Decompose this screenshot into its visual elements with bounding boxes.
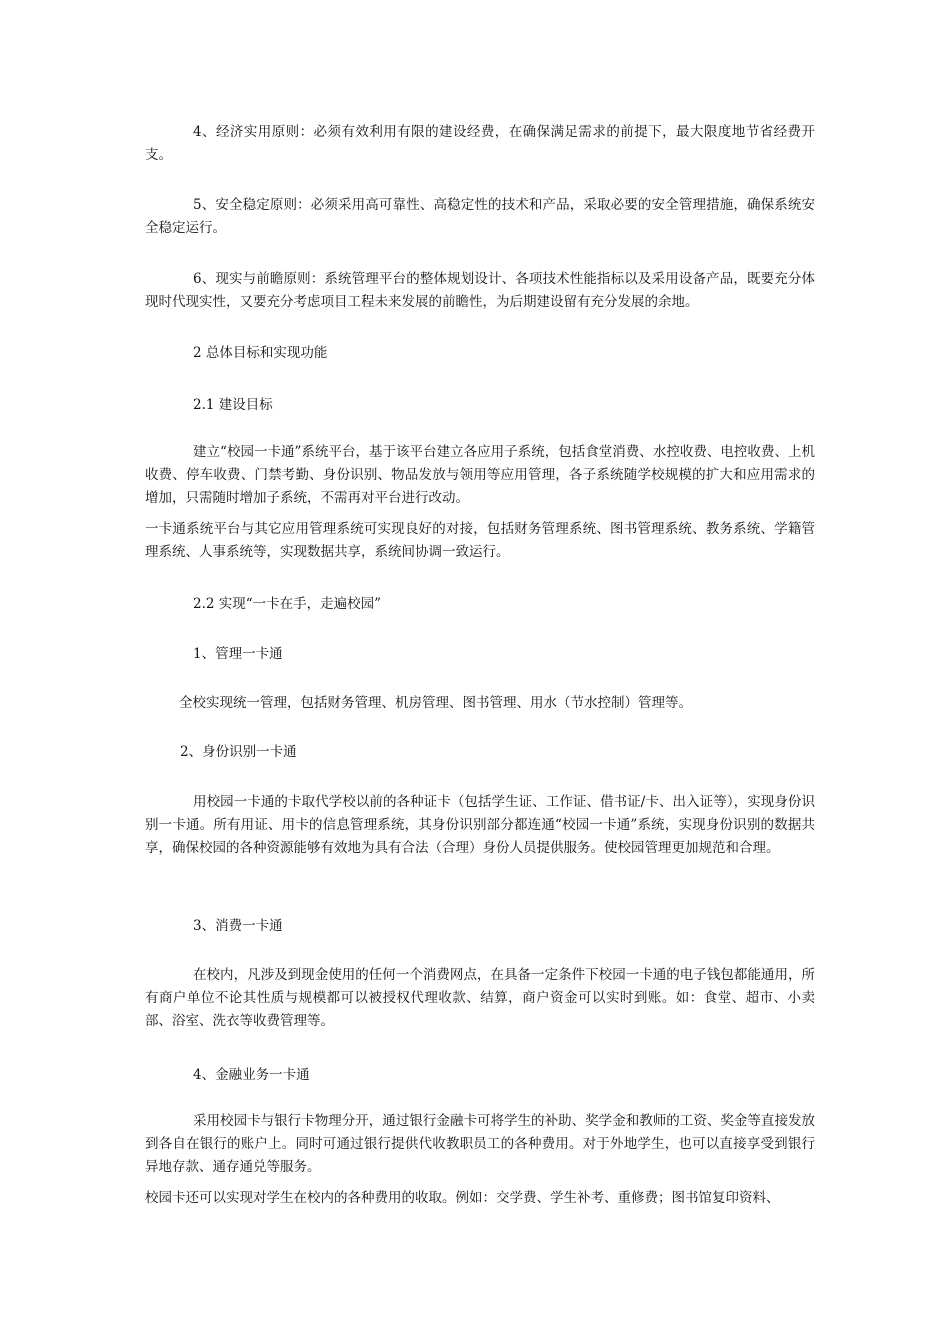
item-2-paragraph: 用校园一卡通的卡取代学校以前的各种证卡（包括学生证、工作证、借书证/卡、出入证等），实现身份识别一卡通。所有用证、用卡的信息管理系统，其身份识别部分都连通“校园一卡通”系统，实现身份识别的数据共享，确保校园的各种资源能够有效地为具有合法（合理）身份人员提供服务。使校园管理更加规范和合理。 xyxy=(145,794,815,856)
item-2-heading: 2、身份识别一卡通 xyxy=(180,744,297,760)
principle-security-paragraph: 5、安全稳定原则：必须采用高可靠性、高稳定性的技术和产品，采取必要的安全管理措施，确保系统安全稳定运行。 xyxy=(145,197,815,236)
goal-paragraph-1: 建立“校园一卡通”系统平台，基于该平台建立各应用子系统，包括食堂消费、水控收费、电控收费、上机收费、停车收费、门禁考勤、身份识别、物品发放与领用等应用管理，各子系统随学校规模的扩大和应用需求的增加，只需随时增加子系统，不需再对平台进行改动。 xyxy=(145,444,815,506)
item-4-paragraph-2: 校园卡还可以实现对学生在校内的各种费用的收取。例如：交学费、学生补考、重修费；图书馆复印资料、 xyxy=(145,1190,780,1206)
section-2-2-heading: 2.2 实现“一卡在手，走遍校园” xyxy=(193,596,382,612)
principle-economy-paragraph: 4、经济实用原则：必须有效利用有限的建设经费，在确保满足需求的前提下，最大限度地节省经费开支。 xyxy=(145,124,815,163)
item-4-paragraph-1: 采用校园卡与银行卡物理分开，通过银行金融卡可将学生的补助、奖学金和教师的工资、奖金等直接发放到各自在银行的账户上。同时可通过银行提供代收教职员工的各种费用。对于外地学生，也可以直接享受到银行异地存款、通存通兑等服务。 xyxy=(145,1113,815,1175)
section-2-1-heading: 2.1 建设目标 xyxy=(193,397,273,413)
item-3-paragraph: 在校内，凡涉及到现金使用的任何一个消费网点，在具备一定条件下校园一卡通的电子钱包都能通用，所有商户单位不论其性质与规模都可以被授权代理收款、结算，商户资金可以实时到账。如：食堂、超市、小卖部、浴室、洗衣等收费管理等。 xyxy=(145,967,815,1029)
item-1-paragraph: 全校实现统一管理，包括财务管理、机房管理、图书管理、用水（节水控制）管理等。 xyxy=(179,695,692,711)
item-3-heading: 3、消费一卡通 xyxy=(193,918,283,934)
principle-foresight-paragraph: 6、现实与前瞻原则：系统管理平台的整体规划设计、各项技术性能指标以及采用设备产品，既要充分体现时代现实性，又要充分考虑项目工程未来发展的前瞻性，为后期建设留有充分发展的余地。 xyxy=(145,271,815,310)
section-2-heading: 2 总体目标和实现功能 xyxy=(193,345,328,361)
goal-paragraph-2: 一卡通系统平台与其它应用管理系统可实现良好的对接，包括财务管理系统、图书管理系统、教务系统、学籍管理系统、人事系统等，实现数据共享，系统间协调一致运行。 xyxy=(145,521,815,560)
item-1-heading: 1、管理一卡通 xyxy=(193,646,283,662)
item-4-heading: 4、金融业务一卡通 xyxy=(193,1067,310,1083)
